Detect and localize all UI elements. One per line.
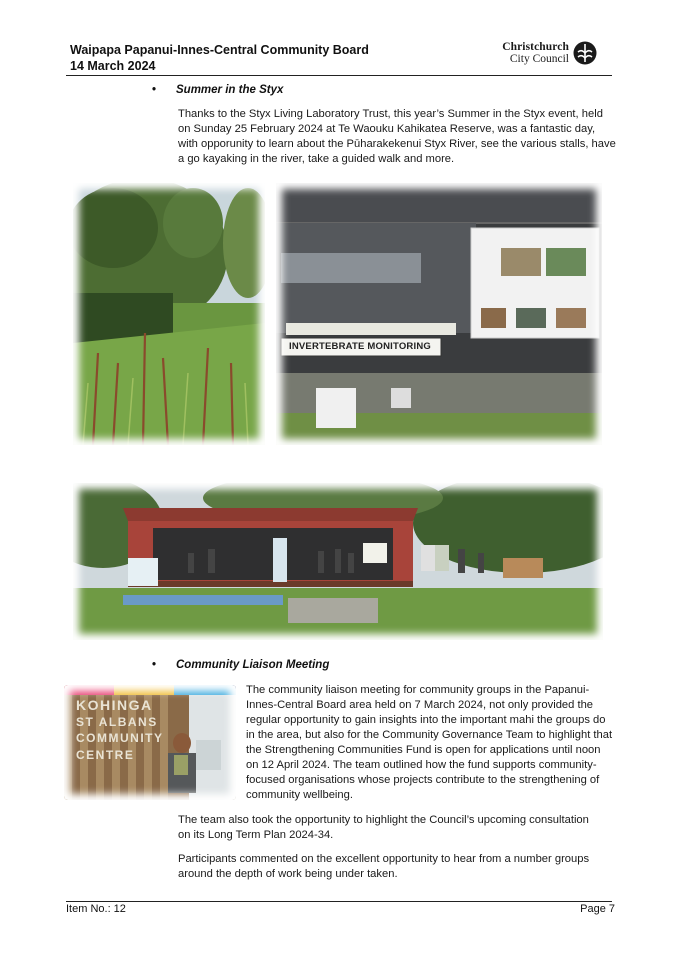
page-number: Page 7 [580, 903, 615, 915]
photo-event-shed [73, 483, 603, 640]
logo-line-2: City Council [509, 53, 569, 65]
community-centre-signage [76, 697, 164, 763]
logo-line-1: Christchurch [502, 41, 569, 53]
bullet-icon: • [152, 84, 157, 96]
banner-sign-text: INVERTEBRATE MONITORING [288, 341, 431, 352]
photo-riverside-vegetation [73, 183, 265, 445]
liaison-paragraph-3: Participants commented on the excellent opportunity to hear from a number groups around the depth of work being under taken. [178, 853, 590, 880]
document-header [70, 42, 369, 74]
footer-rule [66, 901, 612, 902]
header-rule [66, 75, 612, 76]
sign-line-2: ST ALBANS [76, 714, 158, 729]
liaison-paragraph-1: The community liaison meeting for community groups in the Papanui-Innes-Central Board area held on 7 March 2024, not only provided the regular opportunity to gain insights into the important mahi the groups do in the area, but also for the Community Governance Team to highlight that the Strengthening Communities Fund is open for applications until noon on 12 April 2024. The team outlined how the fund supports community-focused organisations whose projects contribute to the strengthening of community wellbeing. [246, 684, 613, 801]
summer-paragraph: Thanks to the Styx Living Laboratory Trust, this year’s Summer in the Styx event, held on Sunday 25 February 2024 at Te Waouku Kahikatea Reserve, was a fantastic day, with opporunity to learn about the Pūharakekenui Styx River, see the various stalls, have a go kayaking in the river, take a guided walk and more. [178, 108, 616, 165]
liaison-paragraph-2: The team also took the opportunity to highlight the Council’s upcoming consultation on its Long Term Plan 2024-34. [178, 814, 589, 841]
sign-line-4: CENTRE [76, 747, 135, 762]
photo-invertebrate-stall [276, 183, 602, 445]
heading-text: Community Liaison Meeting [176, 659, 330, 671]
sign-line-1: KOHINGA [76, 697, 153, 713]
section-heading-summer [152, 84, 283, 96]
bullet-icon: • [152, 659, 157, 671]
item-number: Item No.: 12 [66, 903, 126, 915]
meeting-date: 14 March 2024 [70, 59, 156, 73]
heading-text: Summer in the Styx [176, 84, 284, 96]
council-emblem-icon [573, 41, 597, 65]
section-heading-liaison [152, 659, 329, 671]
sign-line-3: COMMUNITY [76, 731, 164, 745]
council-logo [497, 41, 601, 69]
board-name: Waipapa Papanui-Innes-Central Community Board [70, 43, 369, 57]
